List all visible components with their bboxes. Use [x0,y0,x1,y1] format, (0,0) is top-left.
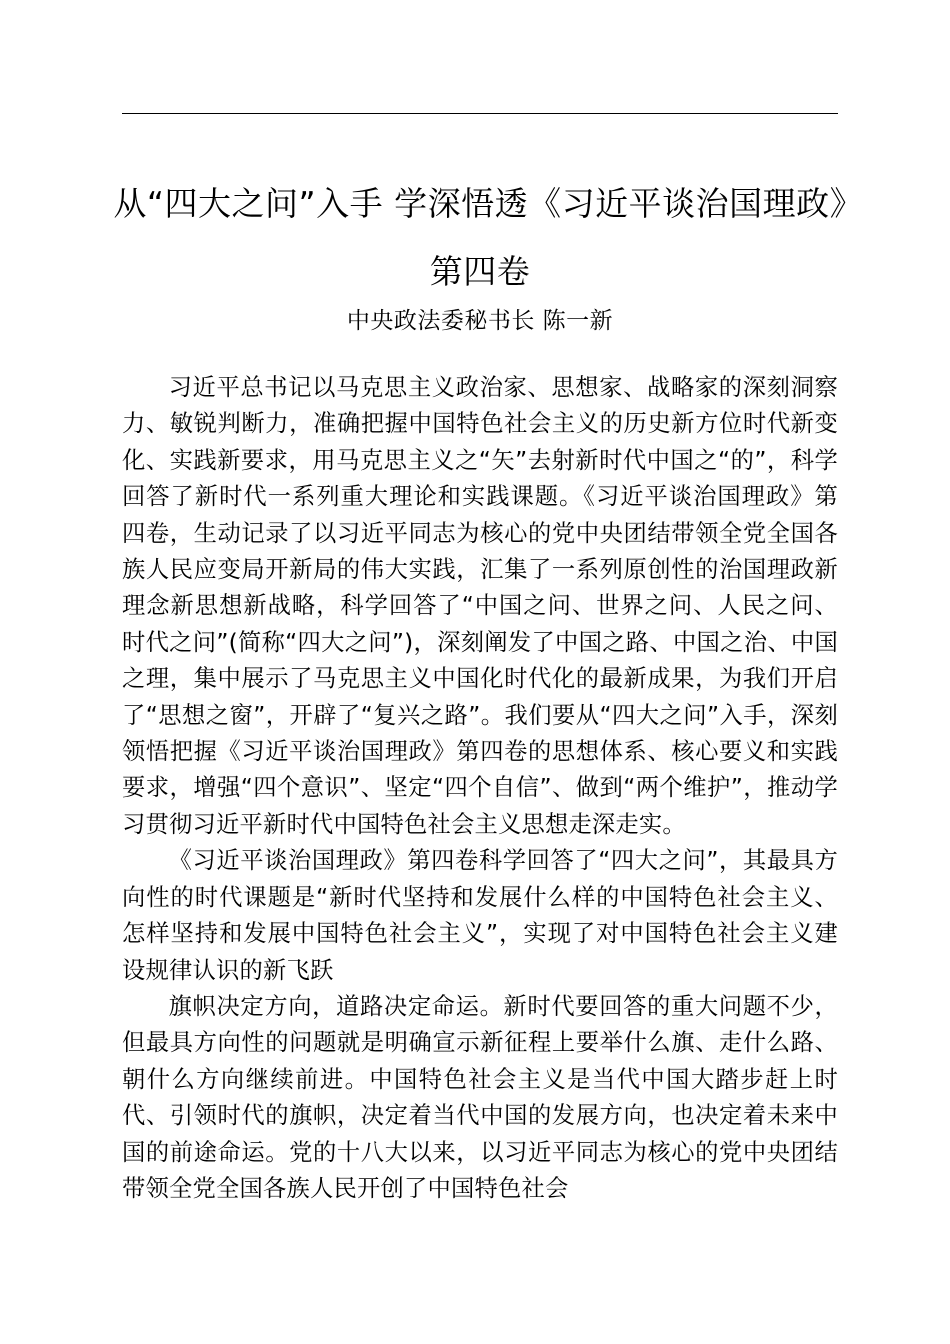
article-body [122,370,838,1207]
article-title: 从“四大之问”入手 学深悟透《习近平谈治国理政》第四卷 [113,184,847,291]
header-rule [122,113,838,114]
paragraph-3: 旗帜决定方向，道路决定命运。新时代要回答的重大问题不少，但最具方向性的问题就是明确宣示新征程上要举什么旗、走什么路、朝什么方向继续前进。中国特色社会主义是当代中国大踏步赶上时代、引领时代的旗帜，决定着当代中国的发展方向，也决定着未来中国的前途命运。党的十八大以来，以习近平同志为核心的党中央团结带领全党全国各族人民开创了中国特色社会 [122,992,838,1202]
paragraph-2: 《习近平谈治国理政》第四卷科学回答了“四大之问”，其最具方向性的时代课题是“新时代坚持和发展什么样的中国特色社会主义、怎样坚持和发展中国特色社会主义”，实现了对中国特色社会主义建设规律认识的新飞跃 [122,847,838,984]
author-byline: 中央政法委秘书长 陈一新 [346,308,614,334]
paragraph-1: 习近平总书记以马克思主义政治家、思想家、战略家的深刻洞察力、敏锐判断力，准确把握中国特色社会主义的历史新方位时代新变化、实践新要求，用马克思主义之“矢”去射新时代中国之“的”，科学回答了新时代一系列重大理论和实践课题。《习近平谈治国理政》第四卷，生动记录了以习近平同志为核心的党中央团结带领全党全国各族人民应变局开新局的伟大实践，汇集了一系列原创性的治国理政新理念新思想新战略，科学回答了“中国之问、世界之问、人民之问、时代之问”(简称“四大之问”)，深刻阐发了中国之路、中国之治、中国之理，集中展示了马克思主义中国化时代化的最新成果，为我们开启了“思想之窗”，开辟了“复兴之路”。我们要从“四大之问”入手，深刻领悟把握《习近平谈治国理政》第四卷的思想体系、核心要义和实践要求，增强“四个意识”、坚定“四个自信”、做到“两个维护”，推动学习贯彻习近平新时代中国特色社会主义思想走深走实。 [122,374,838,838]
